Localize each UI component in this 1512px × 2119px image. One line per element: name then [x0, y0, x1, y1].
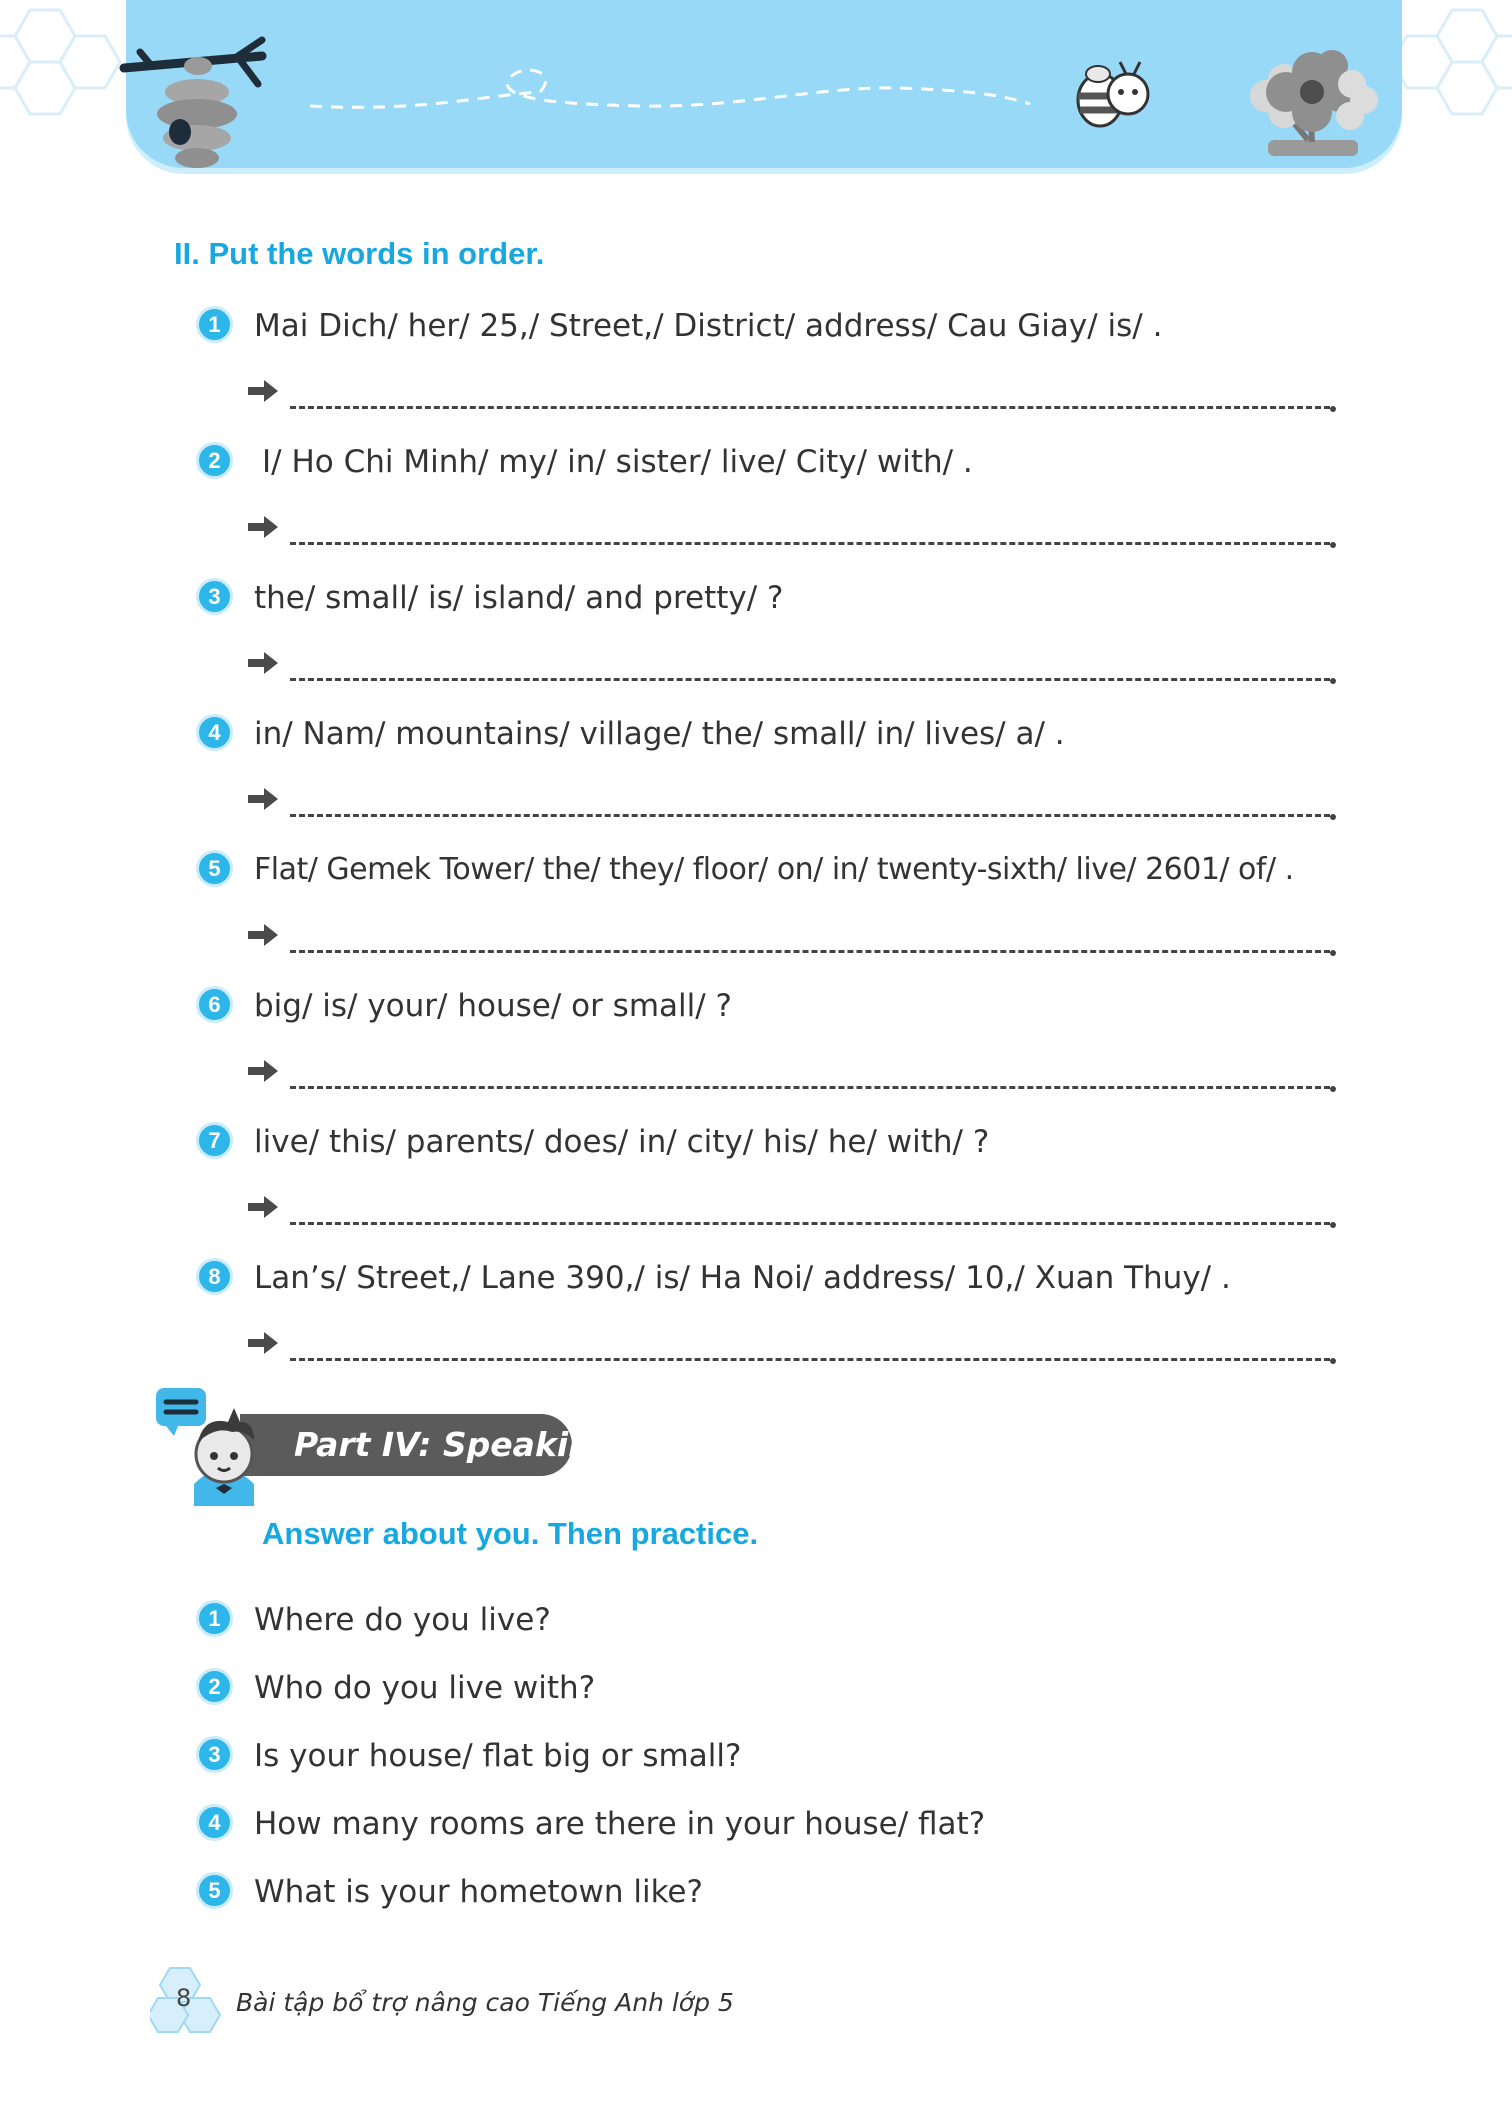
- exercise-prompt: in/ Nam/ mountains/ village/ the/ small/ in/ lives/ a/ .: [254, 716, 1065, 752]
- answer-blank[interactable]: [290, 918, 1330, 953]
- beehive-icon: [124, 40, 262, 168]
- exercise-prompt: Lan’s/ Street,/ Lane 390,/ is/ Ha Noi/ address/ 10,/ Xuan Thuy/ .: [254, 1260, 1231, 1296]
- answer-row: [248, 374, 1338, 414]
- exercise-prompt: big/ is/ your/ house/ or small/ ?: [254, 988, 733, 1024]
- number-badge: 1: [196, 306, 233, 343]
- number-badge: 7: [196, 1122, 233, 1159]
- answer-row: [248, 918, 1338, 958]
- question-text: How many rooms are there in your house/ flat?: [254, 1806, 986, 1842]
- arrow-right-icon: [248, 788, 278, 810]
- exercise-prompt: I/ Ho Chi Minh/ my/ in/ sister/ live/ City/ with/ .: [262, 444, 973, 480]
- answer-row: [248, 646, 1338, 686]
- arrow-right-icon: [248, 1196, 278, 1218]
- speaking-boy-icon: [150, 1384, 270, 1506]
- arrow-right-icon: [248, 924, 278, 946]
- exercise-prompt: Mai Dich/ her/ 25,/ Street,/ District/ address/ Cau Giay/ is/ .: [254, 308, 1163, 344]
- question-text: Where do you live?: [254, 1602, 551, 1638]
- exercise-prompt: the/ small/ is/ island/ and pretty/ ?: [254, 580, 784, 616]
- part-banner: [150, 1384, 616, 1506]
- part-title-pill: [240, 1414, 616, 1476]
- number-badge: 2: [196, 442, 233, 479]
- number-badge: 4: [196, 1804, 233, 1841]
- number-badge: 8: [196, 1258, 233, 1295]
- answer-row: [248, 1054, 1338, 1094]
- number-badge: 4: [196, 714, 233, 751]
- arrow-right-icon: [248, 1060, 278, 1082]
- book-title: Bài tập bổ trợ nâng cao Tiếng Anh lớp 5: [236, 1988, 734, 2017]
- exercise-prompt: live/ this/ parents/ does/ in/ city/ his/ he/ with/ ?: [254, 1124, 990, 1160]
- number-badge: 3: [196, 578, 233, 615]
- number-badge: 5: [196, 1872, 233, 1909]
- answer-row: [248, 782, 1338, 822]
- period-dot: [1330, 950, 1336, 956]
- section-heading: II. Put the words in order.: [174, 236, 545, 271]
- answer-row: [248, 1326, 1338, 1366]
- answer-blank[interactable]: [290, 646, 1330, 681]
- header-illustration: [0, 0, 1512, 190]
- number-badge: 2: [196, 1668, 233, 1705]
- answer-row: [248, 1190, 1338, 1230]
- arrow-right-icon: [248, 516, 278, 538]
- arrow-right-icon: [248, 652, 278, 674]
- answer-blank[interactable]: [290, 1190, 1330, 1225]
- number-badge: 1: [196, 1600, 233, 1637]
- period-dot: [1330, 814, 1336, 820]
- bee-icon: [1078, 62, 1148, 126]
- period-dot: [1330, 542, 1336, 548]
- answer-blank[interactable]: [290, 510, 1330, 545]
- period-dot: [1330, 406, 1336, 412]
- number-badge: 5: [196, 850, 233, 887]
- period-dot: [1330, 678, 1336, 684]
- answer-blank[interactable]: [290, 374, 1330, 409]
- part-instruction: Answer about you. Then practice.: [262, 1516, 759, 1551]
- question-text: Who do you live with?: [254, 1670, 596, 1706]
- page-footer: [150, 1964, 850, 2044]
- period-dot: [1330, 1086, 1336, 1092]
- exercise-prompt: Flat/ Gemek Tower/ the/ they/ floor/ on/ in/ twenty-sixth/ live/ 2601/ of/ .: [254, 852, 1294, 887]
- question-text: Is your house/ flat big or small?: [254, 1738, 742, 1774]
- flower-icon: [1250, 50, 1378, 156]
- period-dot: [1330, 1222, 1336, 1228]
- arrow-right-icon: [248, 380, 278, 402]
- number-badge: 3: [196, 1736, 233, 1773]
- answer-blank[interactable]: [290, 1326, 1330, 1361]
- page-number: 8: [176, 1984, 192, 2012]
- arrow-right-icon: [248, 1332, 278, 1354]
- period-dot: [1330, 1358, 1336, 1364]
- number-badge: 6: [196, 986, 233, 1023]
- part-title: Part IV: Speaking: [294, 1425, 616, 1464]
- answer-blank[interactable]: [290, 782, 1330, 817]
- question-text: What is your hometown like?: [254, 1874, 703, 1910]
- answer-row: [248, 510, 1338, 550]
- answer-blank[interactable]: [290, 1054, 1330, 1089]
